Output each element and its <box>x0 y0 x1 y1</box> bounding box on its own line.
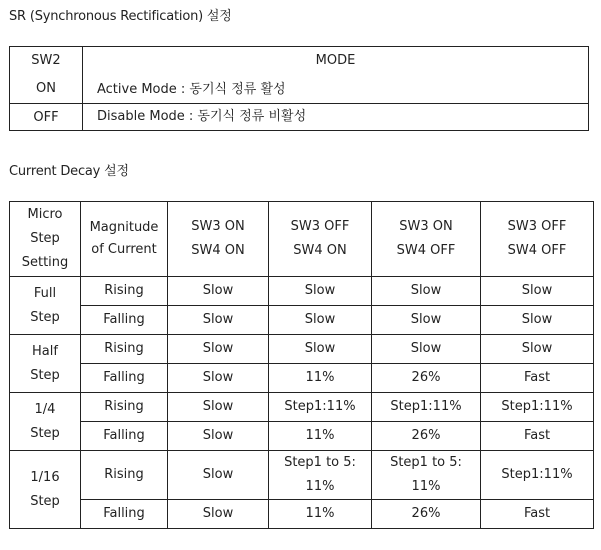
value-cell: Slow <box>372 306 481 335</box>
magnitude-cell: Falling <box>81 500 168 529</box>
value-cell: Step1:11% <box>481 451 594 500</box>
value-cell: 11% <box>269 422 372 451</box>
value-cell: Slow <box>168 335 269 364</box>
table-row <box>10 364 594 393</box>
current-decay-table <box>9 201 594 529</box>
magnitude-cell: Rising <box>81 335 168 364</box>
value-cell: Slow <box>269 277 372 306</box>
column-header-sw3on-sw4off: SW3 ON SW4 OFF <box>372 202 481 277</box>
value-cell: 26% <box>372 364 481 393</box>
magnitude-cell: Falling <box>81 422 168 451</box>
step-cell-sixteenth: 1/16 Step <box>10 451 81 529</box>
sr-mode-table <box>9 46 589 131</box>
value-cell: Step1 to 5: 11% <box>372 451 481 500</box>
value-cell: Slow <box>168 393 269 422</box>
table-row <box>10 422 594 451</box>
header-row <box>10 202 594 277</box>
value-cell: Slow <box>372 277 481 306</box>
value-cell: Fast <box>481 364 594 393</box>
value-cell: 26% <box>372 500 481 529</box>
magnitude-cell: Rising <box>81 451 168 500</box>
step-cell-full: Full Step <box>10 277 81 335</box>
mode-cell <box>83 47 589 104</box>
step-cell-quarter: 1/4 Step <box>10 393 81 451</box>
sw2-label: SW2 <box>31 53 61 68</box>
value-cell: Slow <box>168 306 269 335</box>
micro-step-header: Micro Step Setting <box>10 202 81 277</box>
value-cell: Slow <box>481 306 594 335</box>
value-cell: 26% <box>372 422 481 451</box>
value-cell: Slow <box>372 335 481 364</box>
table-row <box>10 393 594 422</box>
column-header-sw3off-sw4off: SW3 OFF SW4 OFF <box>481 202 594 277</box>
magnitude-cell: Falling <box>81 306 168 335</box>
sr-section-heading: SR (Synchronous Rectification) 설정 <box>9 9 232 24</box>
table-row <box>10 306 594 335</box>
value-cell: Slow <box>168 277 269 306</box>
value-cell: Slow <box>168 451 269 500</box>
table-row <box>10 277 594 306</box>
value-cell: Slow <box>269 335 372 364</box>
value-cell: Step1:11% <box>269 393 372 422</box>
value-cell: Step1:11% <box>372 393 481 422</box>
value-cell: 11% <box>269 500 372 529</box>
value-cell: Slow <box>168 500 269 529</box>
magnitude-cell: Rising <box>81 277 168 306</box>
mode-label: MODE <box>315 53 356 68</box>
disable-mode-text: Disable Mode : 동기식 정류 비활성 <box>83 104 589 131</box>
magnitude-cell: Falling <box>81 364 168 393</box>
sw2-header-cell <box>10 47 83 104</box>
value-cell: Step1:11% <box>481 393 594 422</box>
value-cell: Fast <box>481 500 594 529</box>
value-cell: Slow <box>481 335 594 364</box>
sw2-on-label: ON <box>36 81 56 96</box>
table-row <box>10 335 594 364</box>
column-header-sw3off-sw4on: SW3 OFF SW4 ON <box>269 202 372 277</box>
value-cell: Fast <box>481 422 594 451</box>
value-cell: Slow <box>481 277 594 306</box>
sw2-off-label: OFF <box>10 104 83 131</box>
column-header-sw3on-sw4on: SW3 ON SW4 ON <box>168 202 269 277</box>
decay-section-heading: Current Decay 설정 <box>9 164 129 179</box>
value-cell: Slow <box>168 364 269 393</box>
value-cell: Step1 to 5: 11% <box>269 451 372 500</box>
table-row <box>10 500 594 529</box>
active-mode-text: Active Mode : 동기식 정류 활성 <box>97 82 286 97</box>
magnitude-header: Magnitude of Current <box>81 202 168 277</box>
value-cell: 11% <box>269 364 372 393</box>
step-cell-half: Half Step <box>10 335 81 393</box>
table-row <box>10 451 594 500</box>
value-cell: Slow <box>269 306 372 335</box>
magnitude-cell: Rising <box>81 393 168 422</box>
value-cell: Slow <box>168 422 269 451</box>
